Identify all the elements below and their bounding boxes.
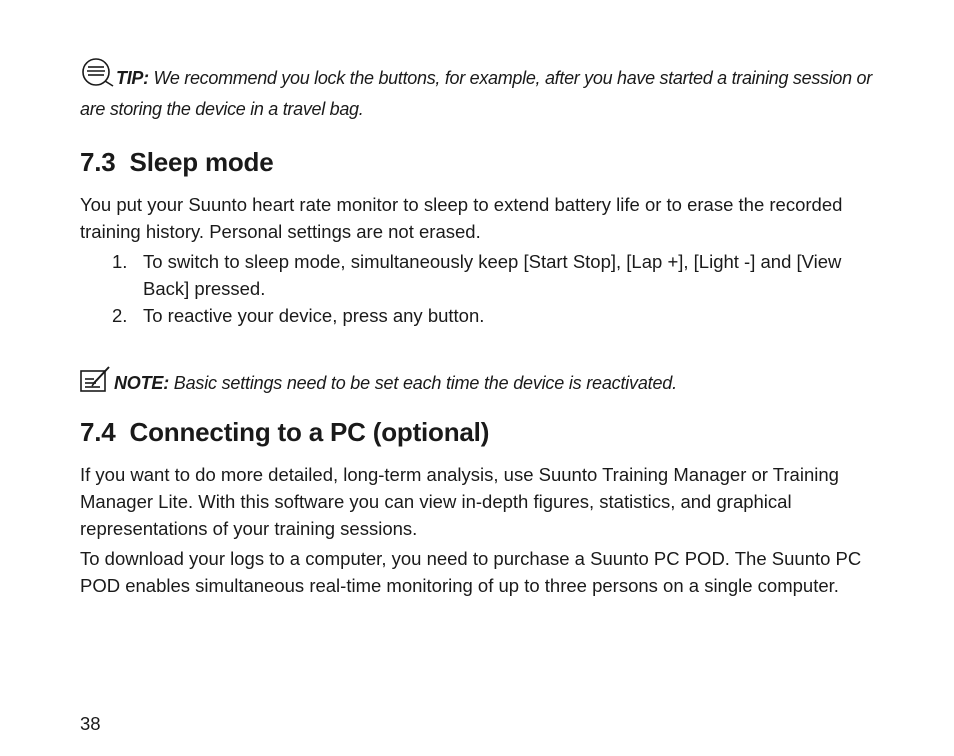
note-text: Basic settings need to be set each time the device is reactivated. [169, 373, 677, 393]
section-heading-sleep-mode [80, 147, 273, 178]
note-icon [80, 365, 112, 401]
sleep-intro-paragraph: You put your Suunto heart rate monitor to sleep to extend battery life or to erase the recorded training history. Personal settings are not erased. [80, 194, 843, 242]
note-label: NOTE: [114, 373, 169, 393]
pc-paragraph-download: To download your logs to a computer, you need to purchase a Suunto PC POD. The Suunto PC POD enables simultaneous real-time monitoring of up to three persons on a single computer. [80, 548, 862, 596]
step-number: 2. [112, 305, 128, 326]
tip-text: We recommend you lock the buttons, for example, after you have started a training session or are storing the device in a travel bag. [80, 68, 872, 119]
section-title: Connecting to a PC (optional) [129, 417, 490, 447]
step-number: 1. [112, 251, 128, 272]
section-number: 7.4 [80, 417, 116, 447]
list-item [80, 248, 880, 302]
tip-callout [80, 58, 880, 123]
note-callout [80, 365, 880, 401]
section-heading-connecting-pc [80, 417, 489, 448]
tip-label: TIP: [116, 68, 149, 88]
list-item [80, 302, 880, 329]
sleep-steps-list [80, 248, 880, 329]
step-text: To switch to sleep mode, simultaneously keep [Start Stop], [Lap +], [Light -] and [View Back] pressed. [143, 251, 842, 299]
pc-paragraph-analysis: If you want to do more detailed, long-term analysis, use Suunto Training Manager or Training Manager Lite. With this software you can view in-depth figures, statistics, and graphical representations of your training sessions. [80, 464, 839, 539]
step-text: To reactive your device, press any button. [143, 305, 485, 326]
section-number: 7.3 [80, 147, 116, 177]
section-title: Sleep mode [129, 147, 274, 177]
page-number: 38 [80, 713, 101, 734]
tip-icon [80, 58, 114, 96]
